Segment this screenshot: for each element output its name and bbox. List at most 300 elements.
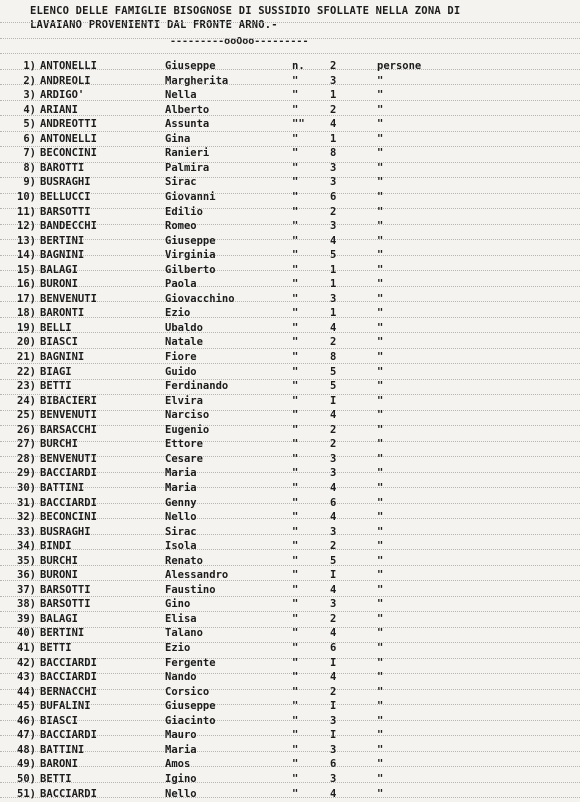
entry-persons-mark: " — [377, 278, 384, 290]
entry-given-name: Virginia — [165, 249, 216, 261]
entry-person-count: 2 — [330, 438, 337, 450]
entry-persons-mark: " — [377, 322, 384, 334]
entry-number: 20) — [17, 336, 36, 348]
entry-number: 50) — [17, 773, 36, 785]
list-item — [0, 436, 580, 452]
entry-unit-mark: " — [292, 336, 299, 348]
entry-surname: BELLI — [40, 322, 72, 334]
entry-person-count: 4 — [330, 671, 337, 683]
entry-unit-mark: " — [292, 395, 299, 407]
entry-given-name: Genny — [165, 497, 197, 509]
list-item — [0, 218, 580, 234]
entry-surname: BURONI — [40, 278, 78, 290]
entry-persons-mark: " — [377, 380, 384, 392]
entry-surname: BERTINI — [40, 627, 85, 639]
entry-given-name: Natale — [165, 336, 203, 348]
entry-number: 17) — [17, 293, 36, 305]
header-line-1: ELENCO DELLE FAMIGLIE BISOGNOSE DI SUSSIDIO SFOLLATE NELLA ZONA DI — [30, 5, 461, 17]
list-item — [0, 247, 580, 263]
entry-number: 11) — [17, 206, 36, 218]
entry-person-count: 2 — [330, 424, 337, 436]
entry-surname: BANDECCHI — [40, 220, 97, 232]
entry-unit-mark: " — [292, 409, 299, 421]
entry-surname: BATTINI — [40, 482, 85, 494]
entry-person-count: 3 — [330, 453, 337, 465]
entry-unit-mark: " — [292, 686, 299, 698]
entry-person-count: 5 — [330, 380, 337, 392]
entry-person-count: 4 — [330, 584, 337, 596]
entry-surname: BURCHI — [40, 438, 78, 450]
entry-number: 24) — [17, 395, 36, 407]
entry-unit-mark: " — [292, 264, 299, 276]
entry-person-count: 3 — [330, 220, 337, 232]
entry-unit-mark: " — [292, 715, 299, 727]
entry-person-count: I — [330, 395, 337, 407]
entry-person-count: 4 — [330, 788, 337, 800]
entry-unit-mark: " — [292, 540, 299, 552]
entry-number: 22) — [17, 366, 36, 378]
entry-given-name: Assunta — [165, 118, 210, 130]
entry-number: 8) — [23, 162, 36, 174]
entry-surname: BARONTI — [40, 307, 85, 319]
list-item — [0, 58, 580, 74]
entry-persons-mark: " — [377, 657, 384, 669]
entry-surname: BECONCINI — [40, 511, 97, 523]
entry-unit-mark: " — [292, 744, 299, 756]
list-item — [0, 727, 580, 743]
entry-unit-mark: " — [292, 526, 299, 538]
list-item — [0, 174, 580, 190]
entry-person-count: 5 — [330, 555, 337, 567]
list-item — [0, 538, 580, 554]
entry-surname: BACCIARDI — [40, 729, 97, 741]
entry-person-count: 8 — [330, 351, 337, 363]
entry-given-name: Cesare — [165, 453, 203, 465]
entry-person-count: 1 — [330, 307, 337, 319]
entry-unit-mark: " — [292, 453, 299, 465]
entry-number: 16) — [17, 278, 36, 290]
entry-given-name: Giovanni — [165, 191, 216, 203]
entry-unit-mark: " — [292, 162, 299, 174]
entry-surname: BINDI — [40, 540, 72, 552]
entry-person-count: 2 — [330, 60, 337, 72]
entry-unit-mark: " — [292, 147, 299, 159]
ruled-line — [0, 53, 580, 54]
list-item — [0, 378, 580, 394]
entry-persons-mark: " — [377, 409, 384, 421]
entry-persons-mark: " — [377, 788, 384, 800]
entry-number: 42) — [17, 657, 36, 669]
entry-unit-mark: " — [292, 482, 299, 494]
entry-unit-mark: " — [292, 467, 299, 479]
ruled-line — [0, 22, 580, 23]
entry-unit-mark: " — [292, 627, 299, 639]
list-item — [0, 87, 580, 103]
entry-surname: BELLUCCI — [40, 191, 91, 203]
entry-person-count: 2 — [330, 613, 337, 625]
entry-unit-mark: " — [292, 773, 299, 785]
entry-given-name: Sirac — [165, 526, 197, 538]
entry-given-name: Elisa — [165, 613, 197, 625]
entry-persons-mark: " — [377, 438, 384, 450]
entry-unit-mark: " — [292, 206, 299, 218]
entry-surname: BACCIARDI — [40, 788, 97, 800]
entry-surname: BARSACCHI — [40, 424, 97, 436]
entry-number: 15) — [17, 264, 36, 276]
entry-person-count: 1 — [330, 264, 337, 276]
entry-number: 9) — [23, 176, 36, 188]
entry-unit-mark: " — [292, 380, 299, 392]
entry-person-count: 5 — [330, 366, 337, 378]
entry-unit-mark: "" — [292, 118, 305, 130]
entry-number: 45) — [17, 700, 36, 712]
entry-persons-mark: " — [377, 249, 384, 261]
entry-surname: BACCIARDI — [40, 467, 97, 479]
entry-person-count: 2 — [330, 686, 337, 698]
entry-unit-mark: " — [292, 497, 299, 509]
entry-persons-mark: " — [377, 526, 384, 538]
entry-persons-mark: " — [377, 627, 384, 639]
entry-unit-mark: " — [292, 511, 299, 523]
entry-persons-mark: " — [377, 729, 384, 741]
entry-given-name: Romeo — [165, 220, 197, 232]
entry-surname: BETTI — [40, 773, 72, 785]
entry-given-name: Fiore — [165, 351, 197, 363]
entry-persons-mark: " — [377, 395, 384, 407]
entry-persons-mark: " — [377, 744, 384, 756]
entry-surname: BERNACCHI — [40, 686, 97, 698]
entry-persons-mark: " — [377, 307, 384, 319]
entry-number: 36) — [17, 569, 36, 581]
entry-unit-mark: " — [292, 758, 299, 770]
entry-persons-mark: " — [377, 264, 384, 276]
entry-number: 13) — [17, 235, 36, 247]
entry-surname: BALAGI — [40, 264, 78, 276]
list-item — [0, 596, 580, 612]
entry-given-name: Amos — [165, 758, 191, 770]
entry-number: 6) — [23, 133, 36, 145]
entry-number: 46) — [17, 715, 36, 727]
entry-persons-mark: " — [377, 176, 384, 188]
entry-surname: BAROTTI — [40, 162, 85, 174]
entry-persons-mark: " — [377, 191, 384, 203]
entry-number: 18) — [17, 307, 36, 319]
entry-given-name: Nando — [165, 671, 197, 683]
entry-given-name: Isola — [165, 540, 197, 552]
entry-person-count: 2 — [330, 336, 337, 348]
entry-persons-mark: " — [377, 511, 384, 523]
entry-given-name: Giacinto — [165, 715, 216, 727]
entry-number: 14) — [17, 249, 36, 261]
entry-unit-mark: " — [292, 176, 299, 188]
entry-given-name: Elvira — [165, 395, 203, 407]
entry-persons-mark: " — [377, 700, 384, 712]
entry-surname: BETTI — [40, 380, 72, 392]
entry-person-count: 4 — [330, 409, 337, 421]
entry-persons-mark: " — [377, 540, 384, 552]
entry-number: 28) — [17, 453, 36, 465]
entry-surname: BARSOTTI — [40, 598, 91, 610]
entry-persons-mark: " — [377, 133, 384, 145]
entry-number: 19) — [17, 322, 36, 334]
entry-given-name: Mauro — [165, 729, 197, 741]
entry-given-name: Fergente — [165, 657, 216, 669]
entry-given-name: Paola — [165, 278, 197, 290]
entry-number: 23) — [17, 380, 36, 392]
entry-given-name: Gina — [165, 133, 191, 145]
entry-given-name: Narciso — [165, 409, 210, 421]
entry-number: 31) — [17, 497, 36, 509]
entry-unit-mark: " — [292, 788, 299, 800]
entry-given-name: Gilberto — [165, 264, 216, 276]
entry-surname: BURCHI — [40, 555, 78, 567]
entry-persons-mark: " — [377, 235, 384, 247]
list-item — [0, 145, 580, 161]
entry-person-count: 3 — [330, 162, 337, 174]
entry-number: 5) — [23, 118, 36, 130]
entry-given-name: Edilio — [165, 206, 203, 218]
entry-persons-mark: " — [377, 162, 384, 174]
entry-surname: BARSOTTI — [40, 206, 91, 218]
entry-persons-mark: " — [377, 104, 384, 116]
entry-given-name: Sirac — [165, 176, 197, 188]
entry-unit-mark: " — [292, 278, 299, 290]
entry-persons-mark: " — [377, 773, 384, 785]
entry-number: 25) — [17, 409, 36, 421]
entry-person-count: 3 — [330, 176, 337, 188]
entry-unit-mark: " — [292, 351, 299, 363]
entry-persons-mark: " — [377, 482, 384, 494]
entry-persons-mark: " — [377, 642, 384, 654]
entry-persons-mark: " — [377, 758, 384, 770]
entry-unit-mark: " — [292, 438, 299, 450]
entry-person-count: 4 — [330, 118, 337, 130]
entry-given-name: Maria — [165, 482, 197, 494]
entry-unit-mark: " — [292, 642, 299, 654]
entry-persons-mark: persone — [377, 60, 422, 72]
entry-surname: BUSRAGHI — [40, 526, 91, 538]
entry-surname: BACCIARDI — [40, 671, 97, 683]
entry-given-name: Ubaldo — [165, 322, 203, 334]
entry-person-count: 3 — [330, 773, 337, 785]
entry-unit-mark: " — [292, 700, 299, 712]
entry-persons-mark: " — [377, 613, 384, 625]
entry-surname: BALAGI — [40, 613, 78, 625]
list-item — [0, 771, 580, 787]
entry-number: 30) — [17, 482, 36, 494]
header-separator: ---------ooOoo--------- — [170, 36, 309, 47]
entry-number: 51) — [17, 788, 36, 800]
entry-surname: ARDIGO' — [40, 89, 85, 101]
entry-given-name: Igino — [165, 773, 197, 785]
entry-unit-mark: " — [292, 75, 299, 87]
entry-number: 29) — [17, 467, 36, 479]
entry-unit-mark: " — [292, 424, 299, 436]
entry-given-name: Nella — [165, 89, 197, 101]
entry-given-name: Giuseppe — [165, 235, 216, 247]
entry-given-name: Ranieri — [165, 147, 210, 159]
entry-given-name: Ezio — [165, 642, 191, 654]
entry-given-name: Giovacchino — [165, 293, 235, 305]
entry-number: 44) — [17, 686, 36, 698]
entry-number: 3) — [23, 89, 36, 101]
entry-given-name: Giuseppe — [165, 700, 216, 712]
entry-surname: BURONI — [40, 569, 78, 581]
entry-person-count: 1 — [330, 278, 337, 290]
entry-number: 48) — [17, 744, 36, 756]
entry-surname: BENVENUTI — [40, 293, 97, 305]
entry-person-count: I — [330, 657, 337, 669]
document-header — [30, 4, 460, 32]
entry-unit-mark: " — [292, 657, 299, 669]
entry-person-count: 4 — [330, 235, 337, 247]
entry-surname: BENVENUTI — [40, 453, 97, 465]
list-item — [0, 480, 580, 496]
entry-persons-mark: " — [377, 366, 384, 378]
list-item — [0, 625, 580, 641]
entry-surname: BIBACIERI — [40, 395, 97, 407]
entry-unit-mark: " — [292, 671, 299, 683]
entry-given-name: Maria — [165, 467, 197, 479]
entry-unit-mark: " — [292, 191, 299, 203]
entry-persons-mark: " — [377, 206, 384, 218]
entry-persons-mark: " — [377, 220, 384, 232]
entry-number: 41) — [17, 642, 36, 654]
entry-surname: BACCIARDI — [40, 497, 97, 509]
entry-person-count: 1 — [330, 133, 337, 145]
entry-persons-mark: " — [377, 424, 384, 436]
entry-person-count: I — [330, 700, 337, 712]
entry-person-count: 6 — [330, 758, 337, 770]
entry-persons-mark: " — [377, 686, 384, 698]
entry-surname: ANDREOLI — [40, 75, 91, 87]
entry-given-name: Nello — [165, 788, 197, 800]
entry-number: 4) — [23, 104, 36, 116]
entry-surname: ANDREOTTI — [40, 118, 97, 130]
entry-person-count: 4 — [330, 511, 337, 523]
entry-surname: ANTONELLI — [40, 133, 97, 145]
entry-person-count: 3 — [330, 75, 337, 87]
entry-persons-mark: " — [377, 293, 384, 305]
entry-surname: ARIANI — [40, 104, 78, 116]
entry-surname: BERTINI — [40, 235, 85, 247]
entry-unit-mark: " — [292, 613, 299, 625]
entry-unit-mark: " — [292, 555, 299, 567]
entry-person-count: 8 — [330, 147, 337, 159]
entry-person-count: 5 — [330, 249, 337, 261]
entry-person-count: I — [330, 569, 337, 581]
entry-given-name: Talano — [165, 627, 203, 639]
list-item — [0, 334, 580, 350]
entry-unit-mark: " — [292, 235, 299, 247]
entry-surname: BIASCI — [40, 715, 78, 727]
entry-persons-mark: " — [377, 497, 384, 509]
entry-surname: BAGNINI — [40, 351, 85, 363]
entry-number: 47) — [17, 729, 36, 741]
entry-given-name: Nello — [165, 511, 197, 523]
entry-person-count: 3 — [330, 526, 337, 538]
entry-unit-mark: n. — [292, 60, 305, 72]
list-item — [0, 349, 580, 365]
entry-number: 12) — [17, 220, 36, 232]
entry-person-count: 3 — [330, 715, 337, 727]
entry-unit-mark: " — [292, 249, 299, 261]
entry-given-name: Faustino — [165, 584, 216, 596]
entry-given-name: Ferdinando — [165, 380, 229, 392]
entry-persons-mark: " — [377, 351, 384, 363]
entry-given-name: Ettore — [165, 438, 203, 450]
entry-persons-mark: " — [377, 569, 384, 581]
entry-given-name: Alessandro — [165, 569, 229, 581]
entry-unit-mark: " — [292, 322, 299, 334]
entry-unit-mark: " — [292, 598, 299, 610]
entry-surname: BUSRAGHI — [40, 176, 91, 188]
entry-surname: BIASCI — [40, 336, 78, 348]
entry-surname: BECONCINI — [40, 147, 97, 159]
list-item — [0, 567, 580, 583]
ruled-line — [0, 38, 580, 39]
entry-surname: BATTINI — [40, 744, 85, 756]
entry-number: 35) — [17, 555, 36, 567]
entry-persons-mark: " — [377, 555, 384, 567]
list-item — [0, 465, 580, 481]
entry-unit-mark: " — [292, 307, 299, 319]
entry-given-name: Guido — [165, 366, 197, 378]
entry-surname: BENVENUTI — [40, 409, 97, 421]
entry-person-count: 6 — [330, 497, 337, 509]
entry-persons-mark: " — [377, 671, 384, 683]
list-item — [0, 276, 580, 292]
entry-surname: BETTI — [40, 642, 72, 654]
entry-surname: BARONI — [40, 758, 78, 770]
entry-person-count: I — [330, 729, 337, 741]
entry-given-name: Palmira — [165, 162, 210, 174]
entry-number: 49) — [17, 758, 36, 770]
entry-number: 37) — [17, 584, 36, 596]
list-item — [0, 407, 580, 423]
entry-unit-mark: " — [292, 220, 299, 232]
entry-person-count: 3 — [330, 293, 337, 305]
list-item — [0, 116, 580, 132]
entry-number: 33) — [17, 526, 36, 538]
entry-unit-mark: " — [292, 584, 299, 596]
entry-persons-mark: " — [377, 118, 384, 130]
entry-number: 7) — [23, 147, 36, 159]
entry-person-count: 3 — [330, 744, 337, 756]
entry-given-name: Giuseppe — [165, 60, 216, 72]
entry-surname: BUFALINI — [40, 700, 91, 712]
list-item — [0, 640, 580, 656]
entry-number: 10) — [17, 191, 36, 203]
entry-number: 2) — [23, 75, 36, 87]
entry-person-count: 3 — [330, 598, 337, 610]
entry-surname: BARSOTTI — [40, 584, 91, 596]
entry-unit-mark: " — [292, 89, 299, 101]
entry-number: 27) — [17, 438, 36, 450]
entry-given-name: Ezio — [165, 307, 191, 319]
entry-number: 34) — [17, 540, 36, 552]
header-line-2: LAVAIANO PROVENIENTI DAL FRONTE ARNO.- — [30, 19, 278, 31]
entry-persons-mark: " — [377, 75, 384, 87]
list-item — [0, 305, 580, 321]
entry-surname: BACCIARDI — [40, 657, 97, 669]
entry-number: 39) — [17, 613, 36, 625]
entry-person-count: 6 — [330, 642, 337, 654]
entry-unit-mark: " — [292, 729, 299, 741]
entry-person-count: 3 — [330, 467, 337, 479]
entry-number: 43) — [17, 671, 36, 683]
entry-given-name: Alberto — [165, 104, 210, 116]
